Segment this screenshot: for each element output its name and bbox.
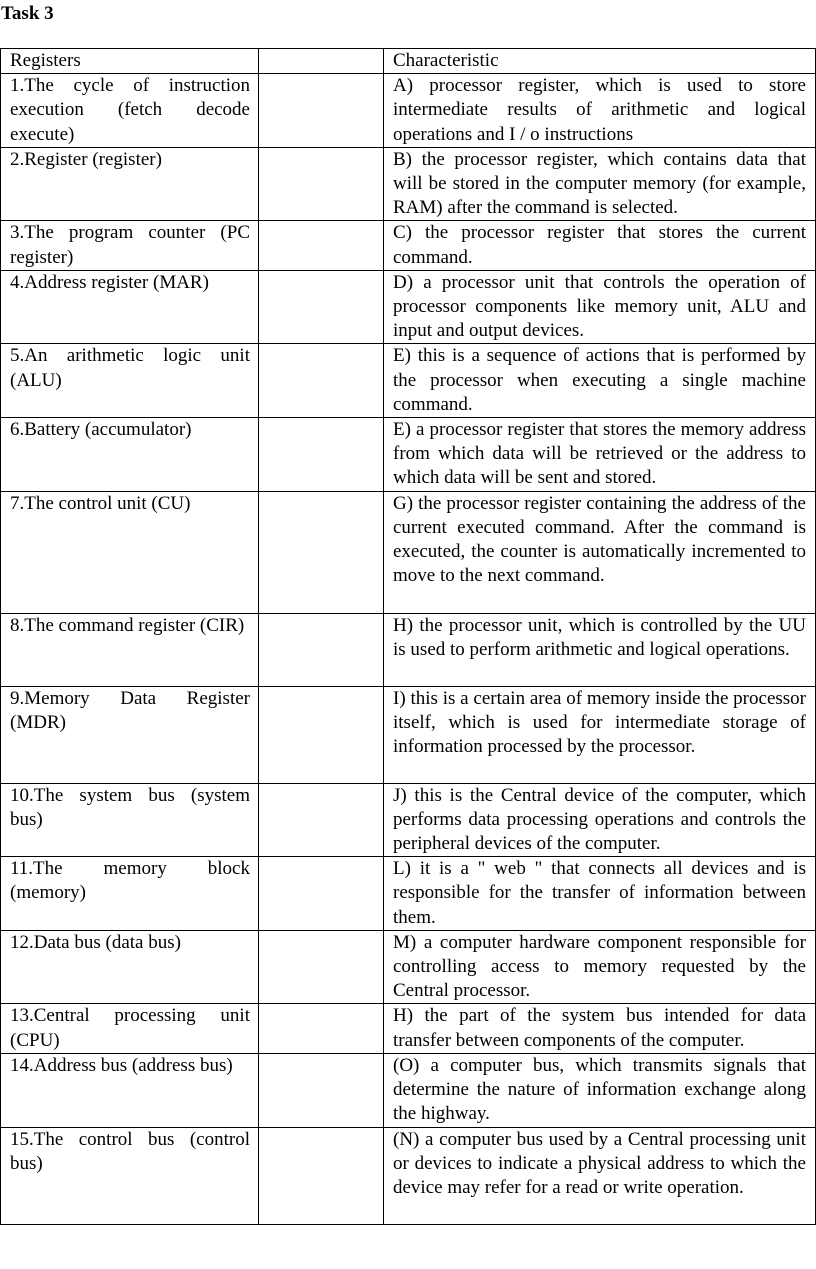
characteristic-cell: (N) a computer bus used by a Central processing unit or devices to indicate a physical address to which the device may refer for a read or write operation. [384, 1127, 816, 1224]
header-characteristic: Characteristic [384, 49, 816, 74]
answer-cell[interactable] [259, 930, 384, 1004]
register-cell: 15.The control bus (control bus) [1, 1127, 259, 1224]
table-row [1, 783, 816, 857]
header-registers: Registers [1, 49, 259, 74]
register-cell: 8.The command register (CIR) [1, 613, 259, 686]
register-cell: 3.The program counter (PC register) [1, 221, 259, 270]
characteristic-cell: C) the processor register that stores the current command. [384, 221, 816, 270]
characteristic-cell: J) this is the Central device of the computer, which performs data processing operations and controls the peripheral devices of the computer. [384, 783, 816, 857]
answer-cell[interactable] [259, 783, 384, 857]
answer-cell[interactable] [259, 270, 384, 344]
table-row [1, 147, 816, 221]
answer-cell[interactable] [259, 418, 384, 492]
answer-cell[interactable] [259, 857, 384, 931]
table-row [1, 1127, 816, 1224]
register-cell: 6.Battery (accumulator) [1, 418, 259, 492]
characteristic-cell: E) this is a sequence of actions that is performed by the processor when executing a single machine command. [384, 344, 816, 418]
table-row [1, 74, 816, 148]
table-row [1, 1004, 816, 1053]
answer-cell[interactable] [259, 613, 384, 686]
register-cell: 2.Register (register) [1, 147, 259, 221]
table-row [1, 686, 816, 783]
table-row [1, 418, 816, 492]
table-row [1, 613, 816, 686]
answer-cell[interactable] [259, 491, 384, 613]
register-cell: 4.Address register (MAR) [1, 270, 259, 344]
table-row [1, 270, 816, 344]
characteristic-cell: B) the processor register, which contains data that will be stored in the computer memory (for example, RAM) after the command is selected. [384, 147, 816, 221]
task-title: Task 3 [1, 3, 54, 24]
register-cell: 14.Address bus (address bus) [1, 1053, 259, 1127]
answer-cell[interactable] [259, 221, 384, 270]
characteristic-cell: I) this is a certain area of memory inside the processor itself, which is used for intermediate storage of information processed by the processor. [384, 686, 816, 783]
answer-cell[interactable] [259, 74, 384, 148]
characteristic-cell: A) processor register, which is used to store intermediate results of arithmetic and logical operations and I / o instructions [384, 74, 816, 148]
register-cell: 12.Data bus (data bus) [1, 930, 259, 1004]
matching-table [0, 48, 816, 1225]
characteristic-cell: L) it is a " web " that connects all devices and is responsible for the transfer of information between them. [384, 857, 816, 931]
characteristic-cell: H) the processor unit, which is controlled by the UU is used to perform arithmetic and logical operations. [384, 613, 816, 686]
answer-cell[interactable] [259, 1053, 384, 1127]
register-cell: 10.The system bus (system bus) [1, 783, 259, 857]
characteristic-cell: E) a processor register that stores the memory address from which data will be retrieved or the address to which data will be sent and stored. [384, 418, 816, 492]
header-middle [259, 49, 384, 74]
register-cell: 13.Central processing unit (CPU) [1, 1004, 259, 1053]
table-row [1, 491, 816, 613]
register-cell: 1.The cycle of instruction execution (fetch decode execute) [1, 74, 259, 148]
characteristic-cell: H) the part of the system bus intended for data transfer between components of the computer. [384, 1004, 816, 1053]
register-cell: 9.Memory Data Register (MDR) [1, 686, 259, 783]
characteristic-cell: (O) a computer bus, which transmits signals that determine the nature of information exchange along the highway. [384, 1053, 816, 1127]
table-row [1, 930, 816, 1004]
characteristic-cell: G) the processor register containing the address of the current executed command. After the command is executed, the counter is automatically incremented to move to the next command. [384, 491, 816, 613]
answer-cell[interactable] [259, 344, 384, 418]
table-header-row [1, 49, 816, 74]
register-cell: 5.An arithmetic logic unit (ALU) [1, 344, 259, 418]
table-row [1, 221, 816, 270]
table-row [1, 344, 816, 418]
answer-cell[interactable] [259, 1127, 384, 1224]
register-cell: 11.The memory block (memory) [1, 857, 259, 931]
characteristic-cell: M) a computer hardware component responsible for controlling access to memory requested by the Central processor. [384, 930, 816, 1004]
answer-cell[interactable] [259, 147, 384, 221]
register-cell: 7.The control unit (CU) [1, 491, 259, 613]
table-row [1, 1053, 816, 1127]
characteristic-cell: D) a processor unit that controls the operation of processor components like memory unit, ALU and input and output devices. [384, 270, 816, 344]
answer-cell[interactable] [259, 1004, 384, 1053]
answer-cell[interactable] [259, 686, 384, 783]
table-row [1, 857, 816, 931]
